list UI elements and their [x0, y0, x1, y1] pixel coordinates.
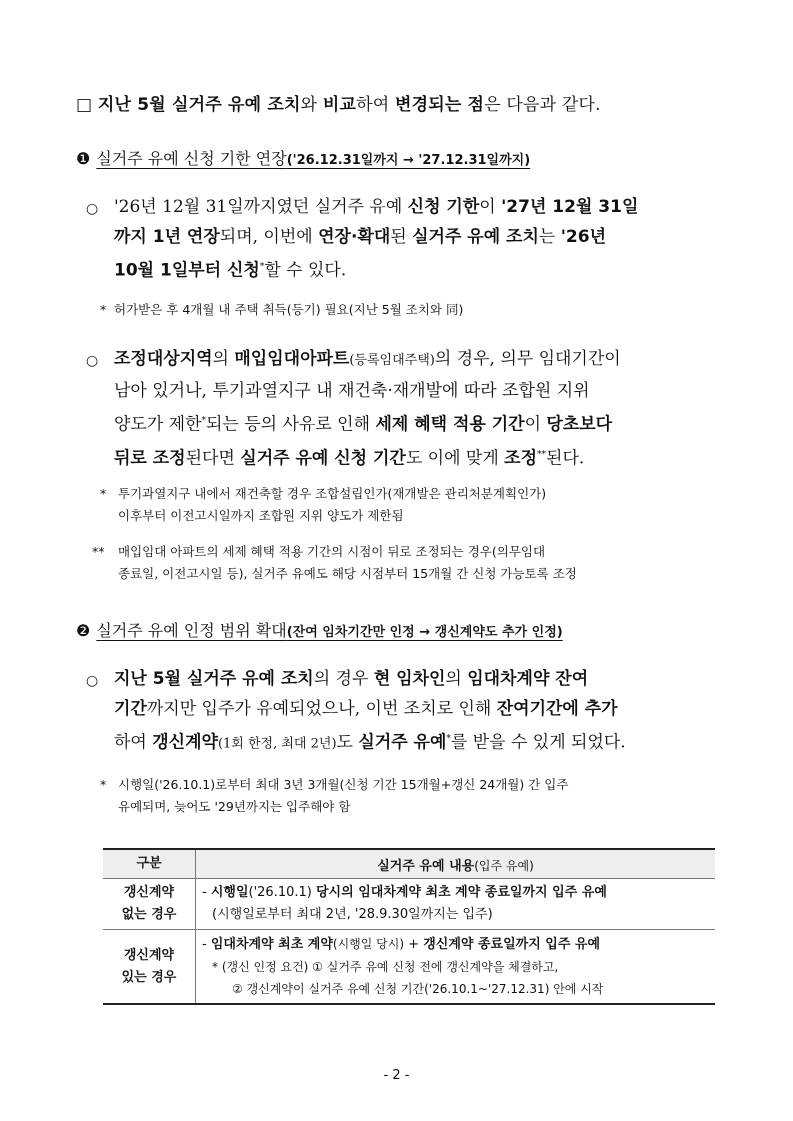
bold-text: 실거주 유예 신청 기간	[240, 448, 406, 469]
bold-text: 실거주 유예 조치	[412, 227, 539, 247]
text: 양도가 제한	[114, 414, 202, 435]
bold-text: 갱신계약 종료일까지 입주 유예	[423, 937, 601, 952]
footnote-mark: **	[537, 449, 547, 460]
text: 는	[538, 227, 561, 247]
note-star: **	[92, 544, 105, 559]
note-text: 매입임대 아파트의 세제 혜택 적용 기간의 시점이 뒤로 조정되는 경우(의무임대	[118, 544, 546, 559]
bold-text: 신청 기한	[407, 197, 480, 217]
section-2-number: ❷	[76, 621, 91, 640]
page-number: - 2 -	[383, 1068, 410, 1083]
row-1-category	[103, 879, 196, 930]
note-text: 허가받은 후 4개월 내 주택 취득(등기) 필요(지난 5월 조치와 同)	[114, 302, 464, 317]
circle-bullet-icon: ○	[86, 673, 99, 689]
bold-text: 지난 5월 실거주 유예 조치	[114, 669, 314, 689]
note-star: *	[100, 777, 107, 792]
bold-text: 시행일	[210, 885, 249, 900]
text: 의	[445, 669, 468, 689]
text: 된다면	[185, 448, 241, 469]
section-1-note-1	[100, 299, 463, 321]
text: 된다.	[546, 448, 585, 469]
checkbox-icon: □	[76, 95, 93, 115]
table-header-category: 구분	[103, 849, 196, 879]
section-1-note-2	[100, 483, 546, 527]
section-1-title: 실거주 유예 신청 기한 연장	[96, 149, 287, 168]
section-2-bullet-1	[86, 664, 720, 760]
text: -	[202, 937, 211, 952]
text: 의 경우	[313, 669, 374, 689]
text: 할 수 있다.	[264, 260, 347, 281]
text: * (갱신 인정 요건) ① 실거주 유예 신청 전에 갱신계약을 체결하고,	[212, 960, 559, 974]
note-star: *	[100, 302, 107, 317]
bold-text: 당초보다	[546, 414, 613, 435]
intro-bold-3: 변경되는 점	[394, 95, 485, 115]
bold-text: 까지 1년 연장	[114, 227, 220, 247]
intro-text-3: 은 다음과 같다.	[484, 95, 601, 115]
bold-text: 임대차계약 잔여	[467, 669, 589, 689]
category-line: 갱신계약	[123, 947, 175, 963]
text: 되는 등의 사유로 인해	[206, 414, 376, 435]
bold-text: 현 임차인	[373, 669, 446, 689]
text: 의	[212, 349, 235, 369]
text: +	[404, 937, 424, 952]
category-line: 없는 경우	[121, 907, 177, 922]
table-header-row	[103, 849, 715, 879]
text: ('26.10.1)	[248, 885, 316, 900]
bold-text: 임대차계약 최초 계약	[210, 937, 333, 952]
bold-text: 잔여기간에 추가	[496, 699, 618, 719]
text: 되며, 이번에	[219, 227, 319, 247]
small-text: (1회 한정, 최대 2년)	[217, 736, 337, 752]
bold-text: 갱신계약	[152, 732, 218, 753]
note-text: 시행일('26.10.1)로부터 최대 3년 3개월(신청 기간 15개월+갱신 24개월) 간 입주	[118, 777, 569, 792]
text: 도 이에 맞게	[405, 448, 505, 469]
intro-bold-2: 비교	[322, 95, 357, 115]
table-header-content	[196, 849, 716, 879]
text: 까지만 입주가 유예되었으나, 이번 조치로 인해	[146, 699, 497, 719]
section-2-note-1	[100, 774, 568, 818]
table-row	[103, 930, 715, 1005]
text: ② 갱신계약이 실거주 유예 신청 기간('26.10.1~'27.12.31) 안에 시작	[232, 982, 604, 996]
small-text: (시행일 당시)	[332, 937, 405, 951]
section-1-number: ❶	[76, 149, 91, 168]
bold-text: '26년	[560, 227, 607, 247]
circle-bullet-icon: ○	[86, 353, 99, 369]
note-text: 유예되며, 늦어도 '29년까지는 입주해야 함	[118, 799, 351, 814]
intro-text-2: 하여	[356, 95, 395, 115]
text: 남아 있거나, 투기과열지구 내 재건축·재개발에 따라 조합원 지위	[114, 381, 590, 401]
category-line: 갱신계약	[123, 885, 175, 900]
text: 이	[524, 414, 547, 435]
bold-text: 10월 1일부터 신청	[114, 260, 260, 281]
row-2-category	[103, 930, 196, 1005]
text: 이	[479, 197, 502, 217]
intro-bold-1: 지난 5월 실거주 유예 조치	[97, 95, 301, 115]
circle-bullet-icon: ○	[86, 201, 99, 217]
section-2-title: 실거주 유예 인정 범위 확대	[96, 621, 287, 640]
text: -	[202, 885, 211, 900]
intro-line	[76, 90, 726, 115]
bold-text: '27년 12월 31일	[501, 197, 639, 217]
text: '26년 12월 31일까지였던 실거주 유예	[114, 197, 408, 217]
bold-text: 뒤로 조정	[114, 448, 186, 469]
bold-text: 당시의 임대차계약 최초 계약 종료일까지 입주 유예	[316, 885, 607, 900]
row-1-content	[196, 879, 716, 930]
section-2-heading	[76, 618, 563, 641]
bold-text: 기간	[114, 699, 147, 719]
bold-text: 실거주 유예	[358, 732, 447, 753]
category-line: 있는 경우	[121, 969, 177, 985]
bold-text: 연장·확대	[318, 227, 391, 247]
row-2-content	[196, 930, 716, 1005]
text: 의 경우, 의무 임대기간이	[434, 349, 621, 369]
note-text: 투기과열지구 내에서 재건축할 경우 조합설립인가(재개발은 관리처분계획인가)	[118, 486, 547, 501]
intro-text-1: 와	[300, 95, 323, 115]
bold-text: 매입임대아파트	[234, 349, 350, 369]
section-2-paren: (잔여 임차기간만 인정 → 갱신계약도 추가 인정)	[286, 625, 563, 640]
bold-text: 조정대상지역	[114, 349, 213, 369]
note-text: 이후부터 이전고시일까지 조합원 지위 양도가 제한됨	[118, 508, 404, 523]
bold-text: 세제 혜택 적용 기간	[375, 414, 525, 435]
section-1-bullet-1	[86, 192, 720, 286]
footnote-mark: *	[446, 734, 451, 744]
note-star: *	[100, 486, 107, 501]
footnote-mark: *	[259, 262, 265, 272]
text: 된	[390, 227, 413, 247]
text: 도	[336, 732, 359, 753]
note-text: 종료일, 이전고시일 등), 실거주 유예도 해당 시점부터 15개월 간 신청 가능토록 조정	[118, 566, 577, 581]
section-1-heading	[76, 146, 530, 169]
table-row	[103, 879, 715, 930]
text: 하여	[114, 732, 153, 753]
text: (시행일로부터 최대 2년, '28.9.30일까지는 입주)	[212, 907, 493, 922]
bold-text: 조정	[504, 448, 538, 469]
header-subtext: (입주 유예)	[474, 858, 534, 873]
section-1-paren: ('26.12.31일까지 → '27.12.31일까지)	[286, 153, 531, 168]
section-1-bullet-2	[86, 344, 720, 473]
footnote-mark: *	[201, 416, 207, 426]
header-text: 실거주 유예 내용	[377, 858, 475, 874]
text: 를 받을 수 있게 되었다.	[450, 732, 626, 753]
small-text: (등록임대주택)	[349, 353, 435, 368]
section-1-note-3	[92, 541, 577, 585]
comparison-table	[103, 848, 715, 1005]
